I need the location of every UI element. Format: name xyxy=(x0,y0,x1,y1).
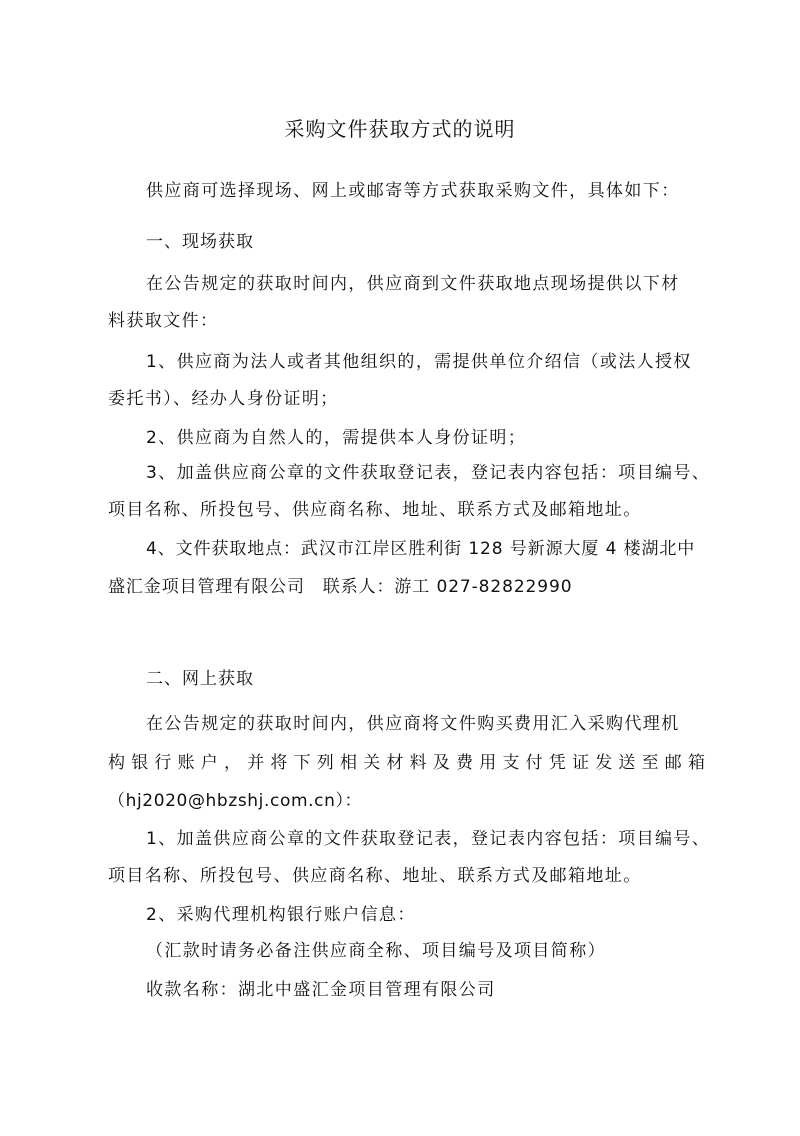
section-2-paragraph-line-1: 在公告规定的获取时间内，供应商将文件购买费用汇入采购代理机 xyxy=(146,714,680,734)
section-2-paragraph-line-2: 构银行账户，并将下列相关材料及费用支付凭证发送至邮箱 xyxy=(108,753,712,773)
section-1-item-2: 2、供应商为自然人的，需提供本人身份证明； xyxy=(146,428,527,448)
section-1-item-4-line-2: 盛汇金项目管理有限公司 联系人：游工 027-82822990 xyxy=(108,577,573,597)
section-2-item-2: 2、采购代理机构银行账户信息： xyxy=(146,905,416,925)
section-2-payee: 收款名称：湖北中盛汇金项目管理有限公司 xyxy=(146,980,496,1000)
section-1-item-1-line-2: 委托书）、经办人身份证明； xyxy=(108,389,339,409)
section-1-heading: 一、现场获取 xyxy=(146,232,254,252)
section-1-item-4-line-1: 4、文件获取地点：武汉市江岸区胜利街 128 号新源大厦 4 楼湖北中 xyxy=(146,539,696,559)
section-2-paragraph-line-3: （hj2020@hbzshj.com.cn）： xyxy=(108,791,363,811)
section-1-paragraph-line-2: 料获取文件： xyxy=(108,311,219,331)
section-1-item-1-line-1: 1、供应商为法人或者其他组织的，需提供单位介绍信（或法人授权 xyxy=(146,352,692,372)
document-title: 采购文件获取方式的说明 xyxy=(284,117,516,141)
section-2-item-1-line-1: 1、加盖供应商公章的文件获取登记表，登记表内容包括：项目编号、 xyxy=(146,829,711,849)
section-2-heading: 二、网上获取 xyxy=(146,669,254,689)
intro-paragraph: 供应商可选择现场、网上或邮寄等方式获取采购文件，具体如下： xyxy=(146,181,680,201)
section-2-item-1-line-2: 项目名称、所投包号、供应商名称、地址、联系方式及邮箱地址。 xyxy=(108,866,642,886)
section-2-note: （汇款时请务必备注供应商全称、项目编号及项目简称） xyxy=(146,941,606,961)
section-1-item-3-line-2: 项目名称、所投包号、供应商名称、地址、联系方式及邮箱地址。 xyxy=(108,500,642,520)
section-1-paragraph-line-1: 在公告规定的获取时间内，供应商到文件获取地点现场提供以下材 xyxy=(146,274,680,294)
section-1-item-3-line-1: 3、加盖供应商公章的文件获取登记表，登记表内容包括：项目编号、 xyxy=(146,463,711,483)
